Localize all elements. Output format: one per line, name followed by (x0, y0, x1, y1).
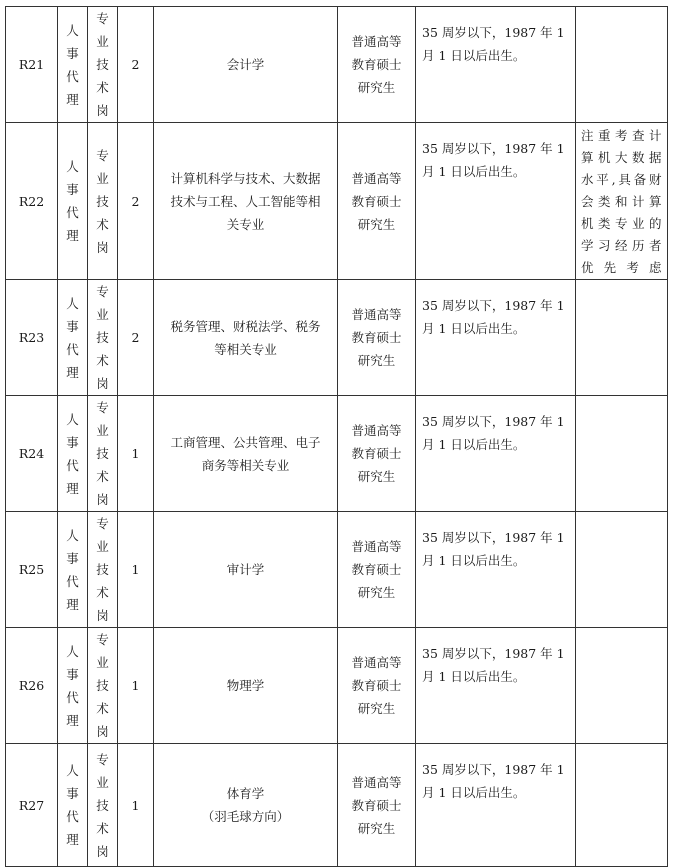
post-code-cell: R21 (6, 7, 58, 123)
unit-type-char: 理 (66, 480, 79, 496)
unit-type-char: 理 (66, 596, 79, 612)
table-row (6, 396, 668, 512)
education-line: 普通高等 (351, 655, 402, 670)
post-category-char: 业 (96, 170, 109, 186)
major-line: 计算机科学与技术、大数据 (170, 170, 321, 186)
recruitment-table (5, 6, 668, 867)
education-line: 研究生 (357, 820, 396, 836)
post-category-cell (88, 396, 118, 512)
post-category-cell (88, 628, 118, 744)
unit-type-char: 理 (66, 364, 79, 380)
education-line: 教育硕士 (351, 797, 402, 813)
post-code-cell: R23 (6, 280, 58, 396)
age-requirement-cell (416, 512, 576, 628)
age-line: 月 1 日以后出生。 (422, 437, 526, 452)
remarks-cell (576, 280, 668, 396)
unit-type-cell (58, 123, 88, 280)
education-line: 研究生 (357, 216, 396, 232)
post-category-cell (88, 123, 118, 280)
post-category-char: 技 (96, 797, 109, 813)
major-cell (154, 280, 338, 396)
education-cell (338, 744, 416, 867)
table-row (6, 512, 668, 628)
table-row (6, 280, 668, 396)
post-category-char: 术 (96, 353, 109, 368)
table-row (6, 628, 668, 744)
age-line: 月 1 日以后出生。 (422, 669, 526, 684)
education-line: 普通高等 (351, 423, 402, 438)
unit-type-char: 事 (66, 786, 79, 801)
post-category-char: 岗 (96, 492, 109, 507)
table-row (6, 7, 668, 123)
education-line: 普通高等 (351, 539, 402, 554)
education-line: 教育硕士 (351, 678, 402, 693)
major-cell (154, 123, 338, 280)
education-line: 教育硕士 (351, 562, 402, 577)
remarks-line: 算机大数据 (581, 150, 662, 165)
age-line: 35 周岁以下，1987 年 1 (422, 646, 565, 661)
major-line: 关专业 (226, 216, 265, 232)
age-requirement-cell (416, 396, 576, 512)
age-requirement-cell (416, 7, 576, 123)
post-category-char: 专 (96, 11, 109, 26)
education-cell (338, 396, 416, 512)
unit-type-char: 代 (66, 205, 79, 220)
post-code-cell: R25 (6, 512, 58, 628)
post-category-char: 业 (96, 774, 109, 790)
headcount-cell: 1 (118, 396, 154, 512)
remarks-line: 学习经历者 (581, 238, 662, 253)
post-category-char: 术 (96, 216, 109, 232)
unit-type-char: 代 (66, 689, 79, 705)
remarks-line: 机类专业的 (581, 216, 662, 231)
remarks-cell (576, 7, 668, 123)
remarks-cell (576, 744, 668, 867)
post-category-char: 岗 (96, 608, 109, 623)
education-line: 普通高等 (351, 34, 402, 49)
post-category-char: 岗 (96, 239, 109, 255)
post-category-char: 业 (96, 423, 109, 438)
unit-type-char: 人 (66, 411, 79, 427)
education-line: 研究生 (357, 585, 396, 600)
post-category-char: 术 (96, 585, 109, 600)
post-category-char: 术 (96, 80, 109, 95)
unit-type-char: 事 (66, 434, 79, 450)
education-line: 研究生 (357, 469, 396, 484)
post-code-cell: R24 (6, 396, 58, 512)
remarks-cell (576, 628, 668, 744)
education-line: 研究生 (357, 80, 396, 95)
age-line: 月 1 日以后出生。 (422, 164, 526, 179)
unit-type-char: 理 (66, 228, 79, 243)
major-cell (154, 512, 338, 628)
remarks-line: 注重考查计 (581, 128, 662, 143)
unit-type-char: 人 (66, 643, 79, 659)
unit-type-char: 人 (66, 295, 79, 311)
education-line: 教育硕士 (351, 193, 402, 209)
post-category-char: 技 (96, 678, 109, 693)
age-line: 35 周岁以下，1987 年 1 (422, 762, 565, 777)
post-category-char: 业 (96, 307, 109, 322)
age-line: 35 周岁以下，1987 年 1 (422, 414, 565, 429)
remarks-line: 优先考虑 (581, 260, 662, 275)
age-line: 月 1 日以后出生。 (422, 785, 526, 800)
remarks-cell (576, 512, 668, 628)
unit-type-char: 理 (66, 91, 79, 107)
post-category-char: 技 (96, 193, 109, 209)
age-requirement-cell (416, 123, 576, 280)
age-line: 35 周岁以下，1987 年 1 (422, 25, 565, 40)
major-line: 税务管理、财税法学、税务 (170, 318, 321, 334)
education-line: 教育硕士 (351, 57, 402, 72)
unit-type-cell (58, 744, 88, 867)
unit-type-char: 事 (66, 550, 79, 566)
post-category-cell (88, 744, 118, 867)
major-cell (154, 628, 338, 744)
post-category-char: 技 (96, 562, 109, 577)
unit-type-cell (58, 280, 88, 396)
age-line: 35 周岁以下，1987 年 1 (422, 141, 565, 156)
post-category-char: 岗 (96, 376, 109, 391)
post-code-cell: R26 (6, 628, 58, 744)
unit-type-char: 事 (66, 182, 79, 197)
education-cell (338, 7, 416, 123)
post-category-char: 技 (96, 330, 109, 345)
unit-type-char: 代 (66, 573, 79, 589)
unit-type-char: 代 (66, 68, 79, 84)
post-category-cell (88, 512, 118, 628)
headcount-cell: 2 (118, 280, 154, 396)
unit-type-char: 事 (66, 318, 79, 334)
headcount-cell: 1 (118, 744, 154, 867)
education-cell (338, 628, 416, 744)
post-category-char: 专 (96, 284, 109, 299)
major-line: 工商管理、公共管理、电子 (170, 434, 321, 450)
unit-type-char: 事 (66, 666, 79, 682)
age-requirement-cell (416, 744, 576, 867)
post-category-cell (88, 280, 118, 396)
unit-type-char: 理 (66, 832, 79, 847)
education-line: 教育硕士 (351, 330, 402, 345)
post-category-char: 专 (96, 147, 109, 163)
age-line: 月 1 日以后出生。 (422, 321, 526, 336)
unit-type-char: 事 (66, 45, 79, 61)
post-category-char: 业 (96, 539, 109, 554)
unit-type-char: 人 (66, 527, 79, 543)
remarks-cell (576, 123, 668, 280)
post-category-char: 技 (96, 446, 109, 461)
major-line: 物理学 (226, 678, 265, 693)
age-line: 月 1 日以后出生。 (422, 48, 526, 63)
major-line: 审计学 (226, 562, 265, 577)
major-cell (154, 7, 338, 123)
post-category-char: 业 (96, 34, 109, 49)
post-category-char: 专 (96, 400, 109, 415)
post-code-cell: R27 (6, 744, 58, 867)
unit-type-char: 理 (66, 712, 79, 728)
major-line: 体育学 (226, 786, 265, 801)
major-line: 商务等相关专业 (201, 457, 290, 473)
education-line: 教育硕士 (351, 446, 402, 461)
post-category-char: 岗 (96, 843, 109, 859)
education-line: 普通高等 (351, 307, 402, 322)
unit-type-char: 代 (66, 341, 79, 357)
remarks-line: 水平,具备财 (581, 172, 662, 187)
major-cell (154, 396, 338, 512)
unit-type-char: 人 (66, 763, 79, 778)
headcount-cell: 1 (118, 628, 154, 744)
post-category-char: 岗 (96, 103, 109, 118)
major-line: 等相关专业 (214, 341, 277, 357)
major-line: 会计学 (226, 57, 265, 72)
major-cell (154, 744, 338, 867)
unit-type-char: 人 (66, 159, 79, 174)
post-category-char: 专 (96, 516, 109, 531)
major-line: 技术与工程、人工智能等相 (170, 193, 321, 209)
table-body (6, 7, 668, 867)
education-cell (338, 512, 416, 628)
unit-type-cell (58, 7, 88, 123)
post-category-char: 专 (96, 751, 109, 767)
post-category-char: 术 (96, 701, 109, 716)
post-category-cell (88, 7, 118, 123)
education-cell (338, 280, 416, 396)
age-requirement-cell (416, 628, 576, 744)
major-line: （羽毛球方向） (201, 809, 290, 824)
unit-type-char: 代 (66, 809, 79, 824)
unit-type-cell (58, 628, 88, 744)
post-category-char: 岗 (96, 724, 109, 739)
post-category-char: 术 (96, 469, 109, 484)
age-line: 35 周岁以下，1987 年 1 (422, 530, 565, 545)
remarks-line: 会类和计算 (581, 194, 662, 209)
unit-type-cell (58, 396, 88, 512)
post-code-cell: R22 (6, 123, 58, 280)
headcount-cell: 2 (118, 7, 154, 123)
post-category-char: 术 (96, 820, 109, 836)
headcount-cell: 1 (118, 512, 154, 628)
age-line: 月 1 日以后出生。 (422, 553, 526, 568)
age-requirement-cell (416, 280, 576, 396)
table-row (6, 744, 668, 867)
unit-type-char: 人 (66, 22, 79, 38)
headcount-cell: 2 (118, 123, 154, 280)
education-line: 普通高等 (351, 170, 402, 186)
education-line: 研究生 (357, 701, 396, 716)
education-cell (338, 123, 416, 280)
post-category-char: 技 (96, 57, 109, 72)
age-line: 35 周岁以下，1987 年 1 (422, 298, 565, 313)
education-line: 普通高等 (351, 774, 402, 790)
remarks-cell (576, 396, 668, 512)
unit-type-char: 代 (66, 457, 79, 473)
education-line: 研究生 (357, 353, 396, 368)
post-category-char: 业 (96, 655, 109, 670)
post-category-char: 专 (96, 632, 109, 647)
table-row (6, 123, 668, 280)
unit-type-cell (58, 512, 88, 628)
